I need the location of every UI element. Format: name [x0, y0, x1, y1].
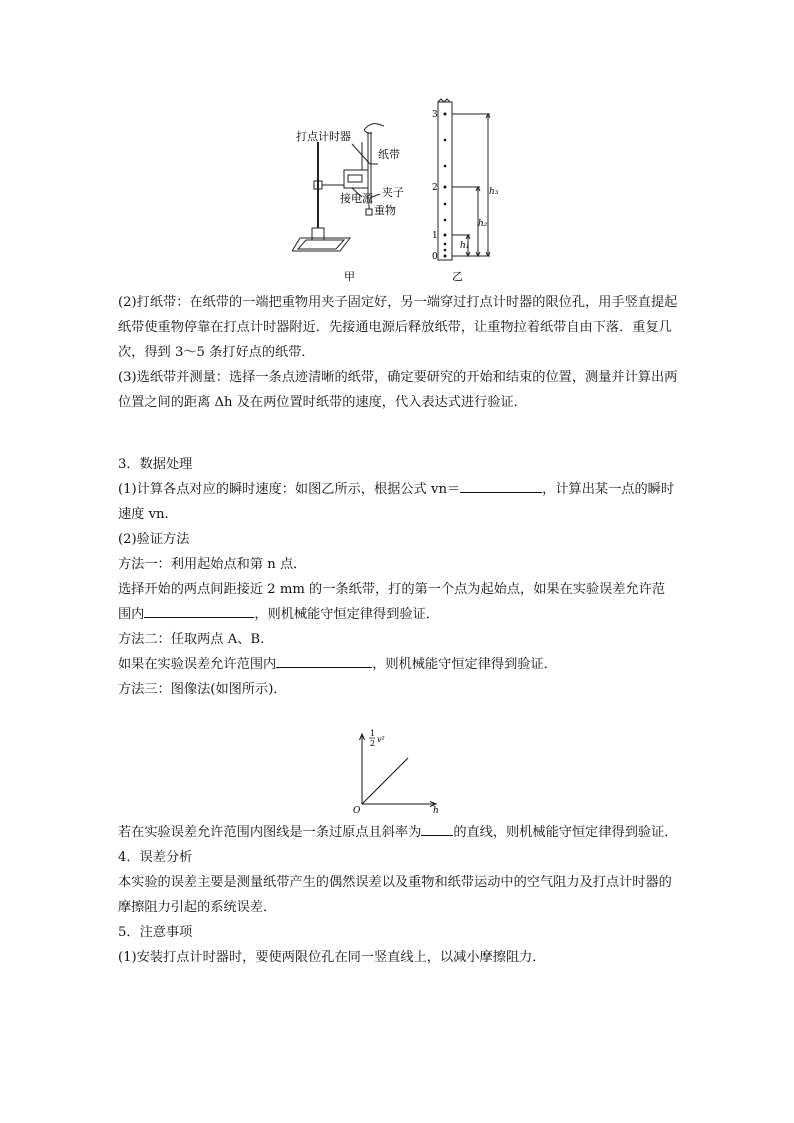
section3-title: 3．数据处理: [118, 457, 193, 472]
y-label-var: v²: [377, 735, 385, 744]
text-block-3: [118, 820, 678, 970]
method3-paragraph: [118, 820, 678, 845]
origin-label: O: [353, 806, 361, 816]
section5-item1: (1)安装打点计时器时，要使两限位孔在同一竖直线上，以减小摩擦阻力．: [118, 950, 546, 965]
step2-paragraph: (2)打纸带：在纸带的一端把重物用夹子固定好，另一端穿过打点计时器的限位孔，用手竖直提起纸带使重物停靠在打点计时器附近．先接通电源后释放纸带，让重物拉着纸带自由下落．重复几次，得到 3～5 条打好点的纸带．: [118, 295, 678, 360]
text-block-2: [118, 452, 678, 702]
label-timer: 打点计时器: [296, 130, 351, 143]
label-clip: 夹子: [382, 186, 404, 199]
dp1-text-a: (1)计算各点对应的瞬时速度：如图乙所示，根据公式 vn＝: [118, 482, 461, 497]
h3-label: h₃: [489, 187, 499, 197]
method2-text-a: 如果在实验误差允许范围内: [118, 657, 277, 672]
caption-a: 甲: [344, 270, 355, 283]
method1-paragraph: [118, 577, 678, 627]
method1-text-b: ，则机械能守恒定律得到验证．: [254, 607, 439, 622]
method2-title: 方法二：任取两点 A、B.: [118, 632, 265, 647]
section4-body: 本实验的误差主要是测量纸带产生的偶然误差以及重物和纸带运动中的空气阻力及打点计时器的摩擦阻力引起的系统误差．: [118, 875, 672, 915]
point-label-1: 1: [432, 231, 438, 241]
y-label-num: 1: [370, 729, 376, 738]
dp1-paragraph: [118, 477, 678, 527]
label-weight: 重物: [374, 204, 396, 217]
h1-label: h₁: [460, 241, 470, 251]
label-power: 接电源: [340, 192, 373, 205]
h2-label: h₂: [478, 219, 488, 229]
method3-title: 方法三：图像法(如图所示)．: [118, 682, 287, 697]
method1-title: 方法一：利用起始点和第 n 点．: [118, 557, 307, 572]
method2-text-b: ，则机械能守恒定律得到验证．: [372, 657, 557, 672]
apparatus-figure: [292, 96, 507, 286]
method1-text-a: 选择开始的两点间距接近 2 mm 的一条纸带，打的第一个点为起始点，如果在实验误差允许范围内: [118, 582, 666, 622]
blank-method2[interactable]: [276, 653, 372, 668]
step3-paragraph: (3)选纸带并测量：选择一条点迹清晰的纸带，确定要研究的开始和结束的位置，测量并计算出两位置之间的距离 Δh 及在两位置时纸带的速度，代入表达式进行验证．: [118, 370, 678, 410]
blank-vn[interactable]: [460, 478, 542, 493]
caption-b: 乙: [452, 270, 463, 283]
method3-text-b: 的直线，则机械能守恒定律得到验证．: [453, 825, 678, 840]
method3-text-a: 若在实验误差允许范围内图线是一条过原点且斜率为: [118, 825, 422, 840]
point-label-3: 3: [432, 110, 438, 120]
blank-slope[interactable]: [421, 821, 453, 836]
section5-title: 5．注意事项: [118, 925, 193, 940]
text-block-1: [118, 290, 678, 415]
method2-paragraph: [118, 652, 678, 677]
tape-dots: [444, 113, 447, 258]
dp1-text-b: ，计算出某一点的瞬时速度 vn.: [118, 482, 675, 522]
section4-title: 4．误差分析: [118, 850, 193, 865]
y-label-den: 2: [370, 739, 376, 748]
dp2-paragraph: (2)验证方法: [118, 532, 190, 547]
x-label: h: [433, 806, 439, 816]
label-tape: 纸带: [378, 148, 400, 161]
blank-method1[interactable]: [144, 603, 254, 618]
graph-line: [362, 758, 408, 804]
graph-figure: [340, 724, 450, 816]
point-label-2: 2: [432, 183, 438, 193]
point-label-0: 0: [432, 252, 438, 262]
